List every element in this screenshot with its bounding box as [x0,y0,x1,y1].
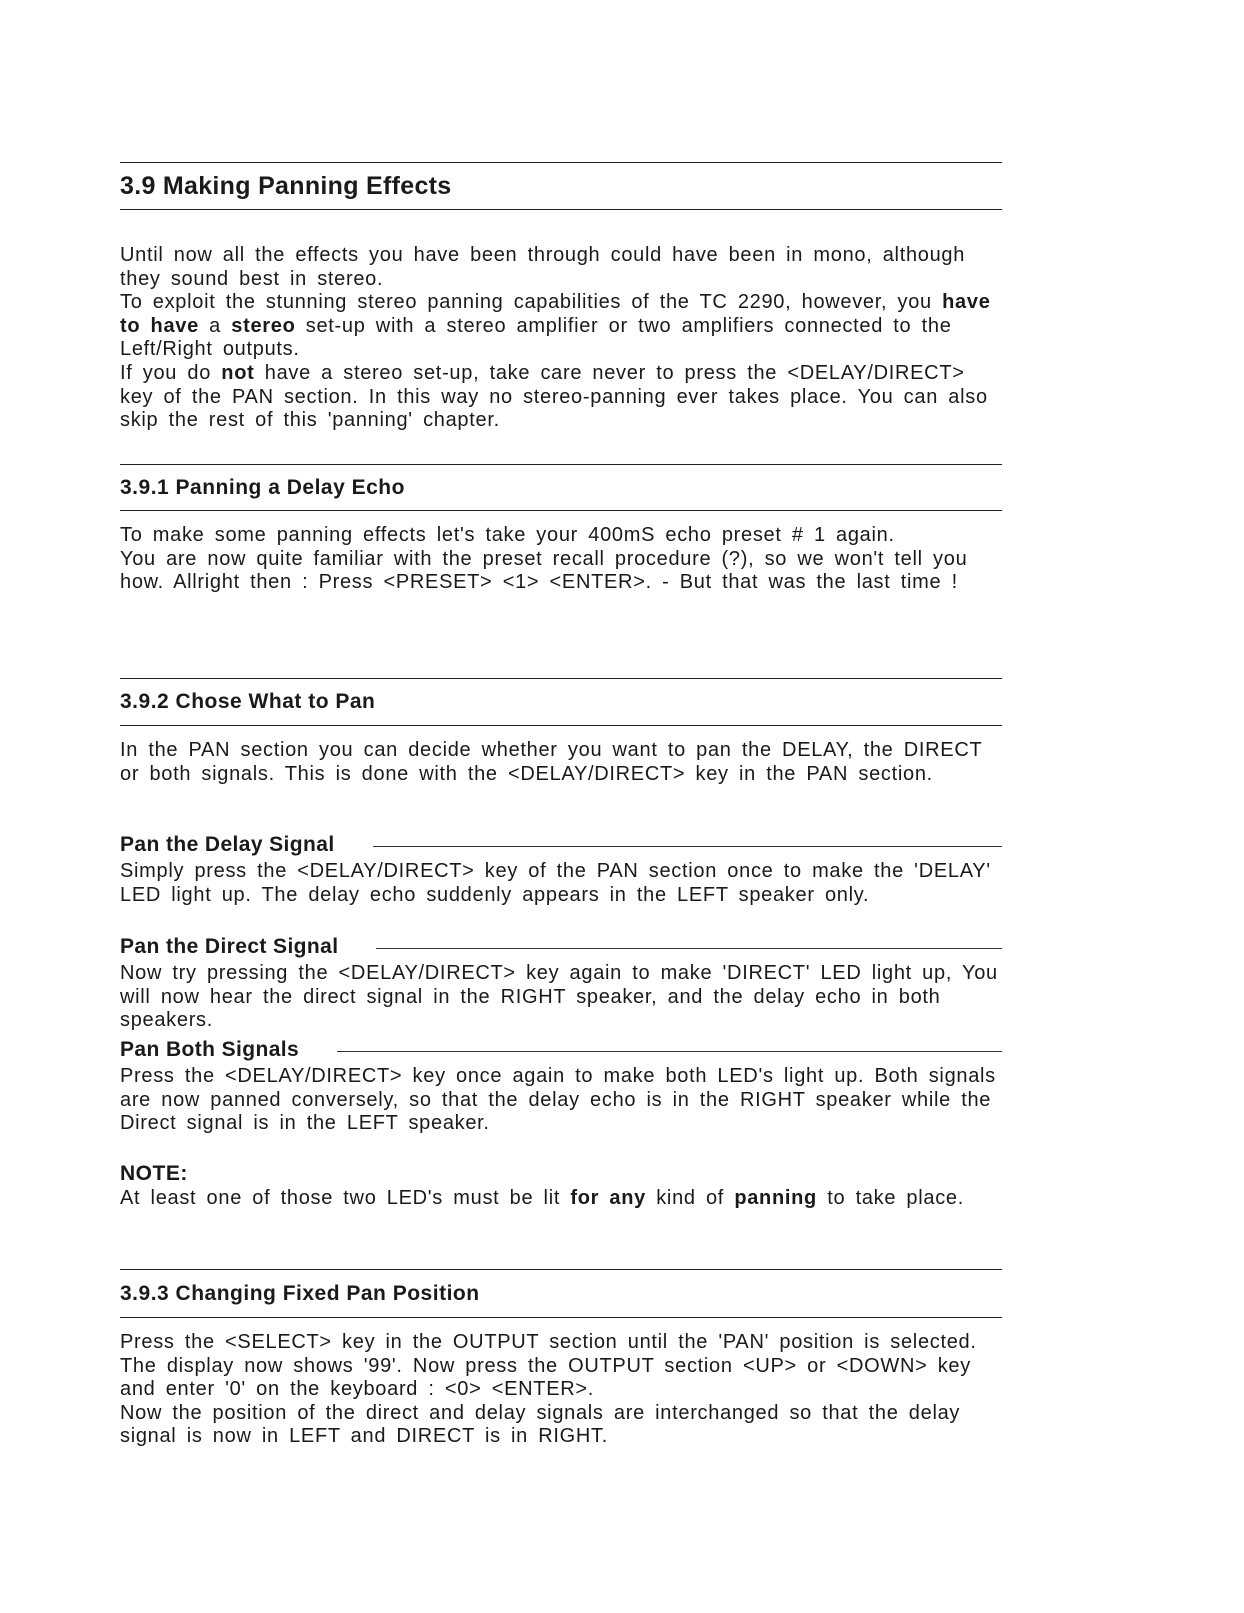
paragraph: If you do not have a stereo set-up, take care never to press the <DELAY/DIRECT> key of the PAN section. In this way no stereo-panning ever takes place. You can also skip the rest of this 'panning' chapter. [120,361,988,432]
paragraph: To exploit the stunning stereo panning capabilities of the TC 2290, however, you have to have a stereo set-up with a stereo amplifier or two amplifiers connected to the Left/Right outputs. [120,291,991,361]
section-heading [120,465,1002,510]
section-3-9 [120,162,1002,433]
note-text: At least one of those two LED's must be lit for any kind of panning to take place. [120,1187,965,1209]
section-heading [120,1270,1002,1317]
subsection-title: Pan the Direct Signal [120,935,339,958]
section-title: 3.9 Making Panning Effects [120,171,452,200]
section-heading [120,163,1002,209]
paragraph: You are now quite familiar with the preset recall procedure (?), so we won't tell you how. Allright then : Press <PRESET> <1> <ENTER>. - But that was the last time ! [120,547,968,594]
subsection-pan-direct [120,935,1002,1033]
heading-rule [376,948,1002,949]
subsection-pan-delay [120,833,1002,907]
section-3-9-2 [120,678,1002,786]
paragraph: To make some panning effects let's take your 400mS echo preset # 1 again. [120,524,895,546]
subsection-pan-both [120,1038,1002,1136]
paragraph: Simply press the <DELAY/DIRECT> key of the PAN section once to make the 'DELAY' LED light up. The delay echo suddenly appears in the LEFT speaker only. [120,860,991,906]
section-title: 3.9.3 Changing Fixed Pan Position [120,1281,480,1305]
paragraph: Press the <SELECT> key in the OUTPUT section until the 'PAN' position is selected. The display now shows '99'. Now press the OUTPUT section <UP> or <DOWN> key and enter '0' on the keyboard : <0> <ENTER>. [120,1331,977,1401]
subsection-title: Pan the Delay Signal [120,833,335,856]
paragraph: In the PAN section you can decide whether you want to pan the DELAY, the DIRECT or both signals. This is done with the <DELAY/DIRECT> key in the PAN section. [120,739,983,785]
section-heading [120,679,1002,725]
note-block [120,1162,1002,1211]
paragraph: Now try pressing the <DELAY/DIRECT> key again to make 'DIRECT' LED light up, You will now hear the direct signal in the RIGHT speaker, and the delay echo in both speakers. [120,962,998,1032]
subsection-heading [120,833,1002,857]
section-title: 3.9.1 Panning a Delay Echo [120,475,405,499]
paragraph: Until now all the effects you have been through could have been in mono, although they sound best in stereo. [120,244,966,290]
section-3-9-1 [120,464,1002,595]
heading-rule [337,1051,1002,1052]
subsection-heading [120,935,1002,959]
subsection-heading [120,1038,1002,1062]
section-3-9-3 [120,1269,1002,1449]
section-title: 3.9.2 Chose What to Pan [120,690,376,713]
heading-rule [373,846,1002,847]
paragraph: Now the position of the direct and delay signals are interchanged so that the delay signal is now in LEFT and DIRECT is in RIGHT. [120,1401,961,1448]
note-label: NOTE: [120,1162,188,1185]
paragraph: Press the <DELAY/DIRECT> key once again to make both LED's light up. Both signals are now panned conversely, so that the delay echo is in the RIGHT speaker while the Direct signal is in the LEFT speaker. [120,1065,996,1135]
subsection-title: Pan Both Signals [120,1038,300,1061]
